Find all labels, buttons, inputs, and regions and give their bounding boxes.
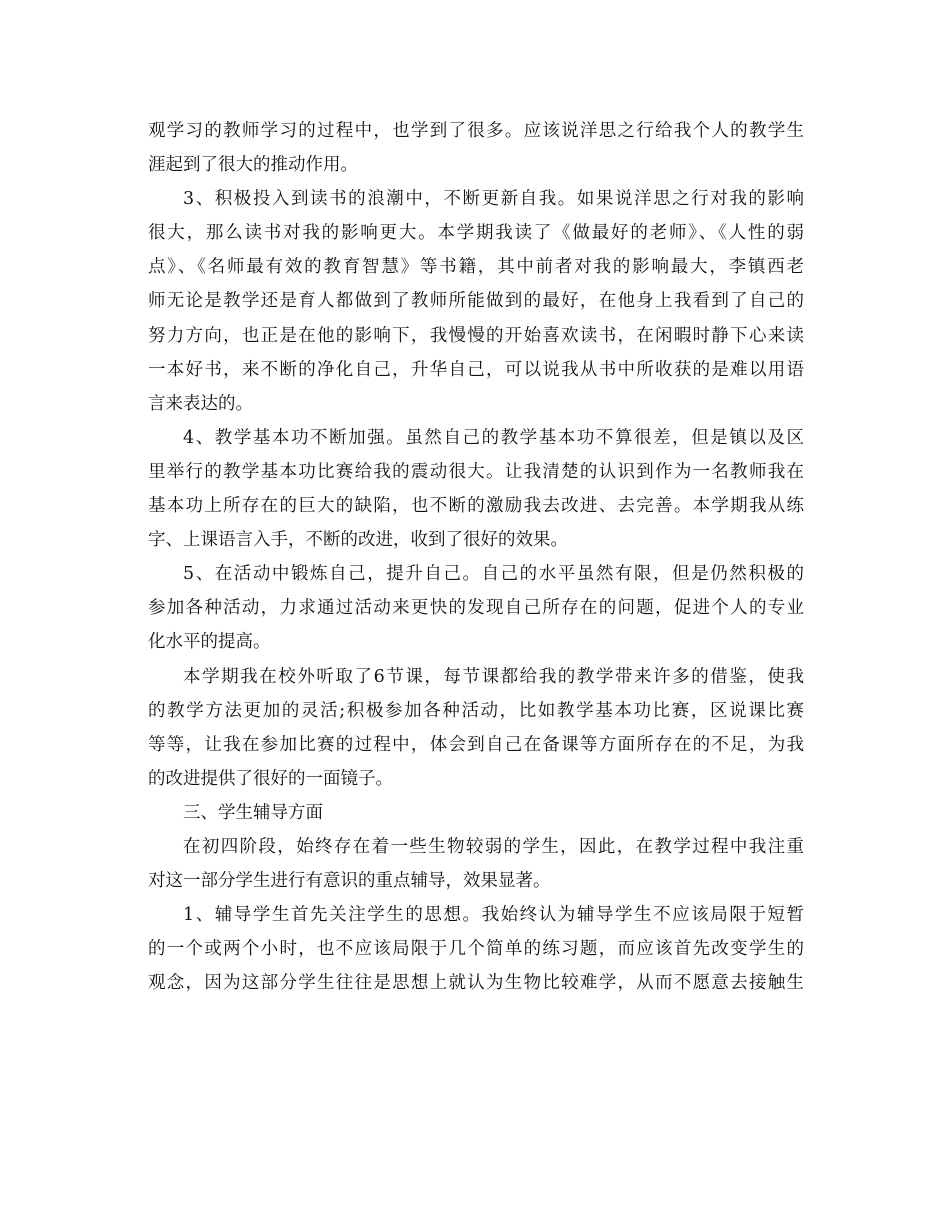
text-line: 师无论是教学还是育人都做到了教师所能做到的最好，在他身上我看到了自己的 [148, 291, 804, 312]
text-line: 1、辅导学生首先关注学生的思想。我始终认为辅导学生不应该局限于短暂 [183, 905, 804, 926]
section-heading: 三、学生辅导方面 [183, 802, 323, 823]
text-line: 努力方向，也正是在他的影响下，我慢慢的开始喜欢读书，在闲暇时静下心来读 [148, 325, 804, 346]
text-line: 等等，让我在参加比赛的过程中，体会到自己在备课等方面所存在的不足，为我 [148, 734, 804, 755]
text-line: 里举行的教学基本功比赛给我的震动很大。让我清楚的认识到作为一名教师我在 [148, 461, 804, 482]
text-line: 5、在活动中锻炼自己，提升自己。自己的水平虽然有限，但是仍然积极的 [183, 564, 804, 585]
text-line: 化水平的提高。 [148, 632, 271, 653]
text-line: 的改进提供了很好的一面镜子。 [148, 768, 393, 789]
text-line: 的一个或两个小时，也不应该局限于几个简单的练习题，而应该首先改变学生的 [148, 939, 804, 960]
text-line: 很大，那么读书对我的影响更大。本学期我读了《做最好的老师》、《人性的弱 [148, 223, 804, 244]
text-line: 参加各种活动，力求通过活动来更快的发现自己所存在的问题，促进个人的专业 [148, 598, 804, 619]
text-line: 字、上课语言入手，不断的改进，收到了很好的效果。 [148, 530, 568, 551]
text-line: 对这一部分学生进行有意识的重点辅导，效果显著。 [148, 871, 551, 892]
text-line: 一本好书，来不断的净化自己，升华自己，可以说我从书中所收获的是难以用语 [148, 359, 804, 380]
text-line: 点》、《名师最有效的教育智慧》等书籍，其中前者对我的影响最大，李镇西老 [148, 257, 804, 278]
text-line: 本学期我在校外听取了6节课，每节课都给我的教学带来许多的借鉴，使我 [183, 666, 804, 687]
text-line: 基本功上所存在的巨大的缺陷，也不断的激励我去改进、去完善。本学期我从练 [148, 496, 804, 517]
document-page [148, 114, 804, 1000]
text-line: 在初四阶段，始终存在着一些生物较弱的学生，因此，在教学过程中我注重 [183, 836, 804, 857]
text-line: 4、教学基本功不断加强。虽然自己的教学基本功不算很差，但是镇以及区 [183, 427, 804, 448]
text-line: 3、积极投入到读书的浪潮中，不断更新自我。如果说洋思之行对我的影响 [183, 189, 804, 210]
text-line: 观学习的教师学习的过程中，也学到了很多。应该说洋思之行给我个人的教学生 [148, 121, 804, 141]
text-line: 观念，因为这部分学生往往是思想上就认为生物比较难学，从而不愿意去接触生 [148, 973, 804, 994]
text-line: 的教学方法更加的灵活;积极参加各种活动，比如教学基本功比赛，区说课比赛 [148, 700, 804, 721]
text-line: 言来表达的。 [148, 393, 253, 414]
text-line: 涯起到了很大的推动作用。 [148, 155, 358, 176]
